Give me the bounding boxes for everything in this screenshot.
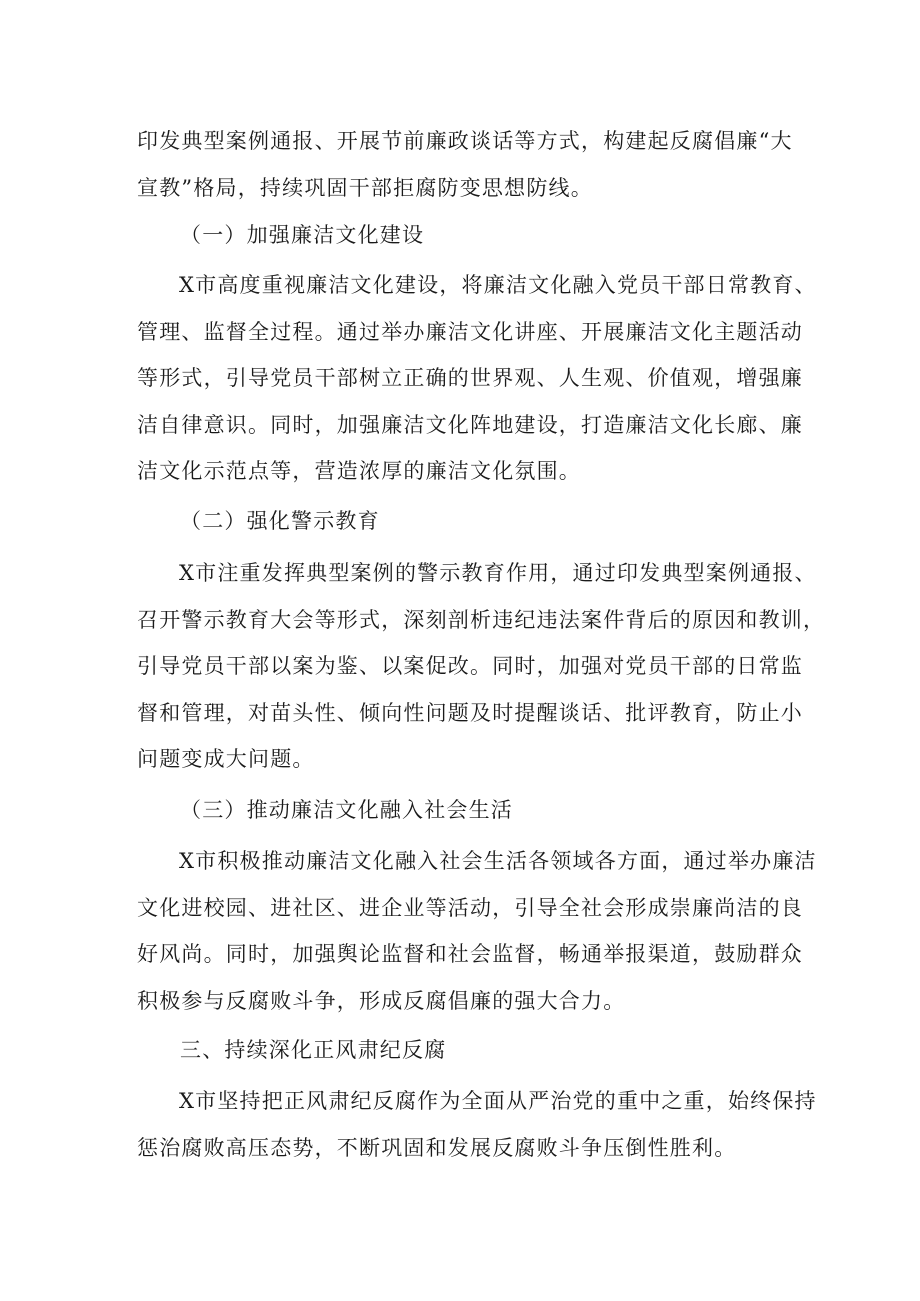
section-heading-main-3: 三、持续深化正风肃纪反腐: [180, 1038, 447, 1062]
text-line: 等形式，引导党员干部树立正确的世界观、人生观、价值观，增强廉: [137, 366, 803, 390]
text-line: 洁自律意识。同时，加强廉洁文化阵地建设，打造廉洁文化长廊、廉: [137, 412, 803, 437]
paragraph-discipline: [137, 1078, 817, 1171]
text-line: 召开警示教育大会等形式，深刻剖析违纪违法案件背后的原因和教训，: [137, 607, 826, 632]
text-line: 好风尚。同时，加强舆论监督和社会监督，畅通举报渠道，鼓励群众: [137, 942, 803, 966]
text-line: 洁文化示范点等，营造浓厚的廉洁文化氛围。: [137, 459, 581, 483]
section-heading-1: （一）加强廉洁文化建设: [180, 223, 425, 247]
text-line: 问题变成大问题。: [137, 747, 315, 771]
text-line: 文化进校园、进社区、进企业等活动，引导全社会形成崇廉尚洁的良: [137, 895, 803, 920]
text-line: X市坚持把正风肃纪反腐作为全面从严治党的重中之重，始终保持: [179, 1089, 817, 1113]
text-line: 督和管理，对苗头性、倾向性问题及时提醒谈话、批评教育，防止小: [137, 700, 803, 725]
text-line: 管理、监督全过程。通过举办廉洁文化讲座、开展廉洁文化主题活动: [137, 319, 803, 344]
text-line: 积极参与反腐败斗争，形成反腐倡廉的强大合力。: [137, 988, 626, 1013]
paragraph-intro-continued: [137, 118, 793, 211]
text-line: X市高度重视廉洁文化建设，将廉洁文化融入党员干部日常教育、: [179, 273, 817, 297]
text-line: 引导党员干部以案为鉴、以案促改。同时，加强对党员干部的日常监: [137, 654, 803, 678]
text-line: X市积极推动廉洁文化融入社会生活各领域各方面，通过举办廉洁: [179, 849, 817, 873]
paragraph-social-life: [137, 838, 817, 1024]
paragraph-clean-culture: [137, 262, 817, 495]
text-line: 印发典型案例通报、开展节前廉政谈话等方式，构建起反腐倡廉“大: [137, 129, 793, 153]
text-line: 惩治腐败高压态势，不断巩固和发展反腐败斗争压倒性胜利。: [137, 1135, 737, 1160]
section-heading-3: （三）推动廉洁文化融入社会生活: [180, 798, 513, 822]
section-heading-2: （二）强化警示教育: [180, 509, 380, 533]
text-line: 宣教”格局，持续巩固干部拒腐防变思想防线。: [137, 175, 593, 200]
text-line: X市注重发挥典型案例的警示教育作用，通过印发典型案例通报、: [179, 561, 817, 585]
paragraph-warning-education: [137, 550, 826, 783]
